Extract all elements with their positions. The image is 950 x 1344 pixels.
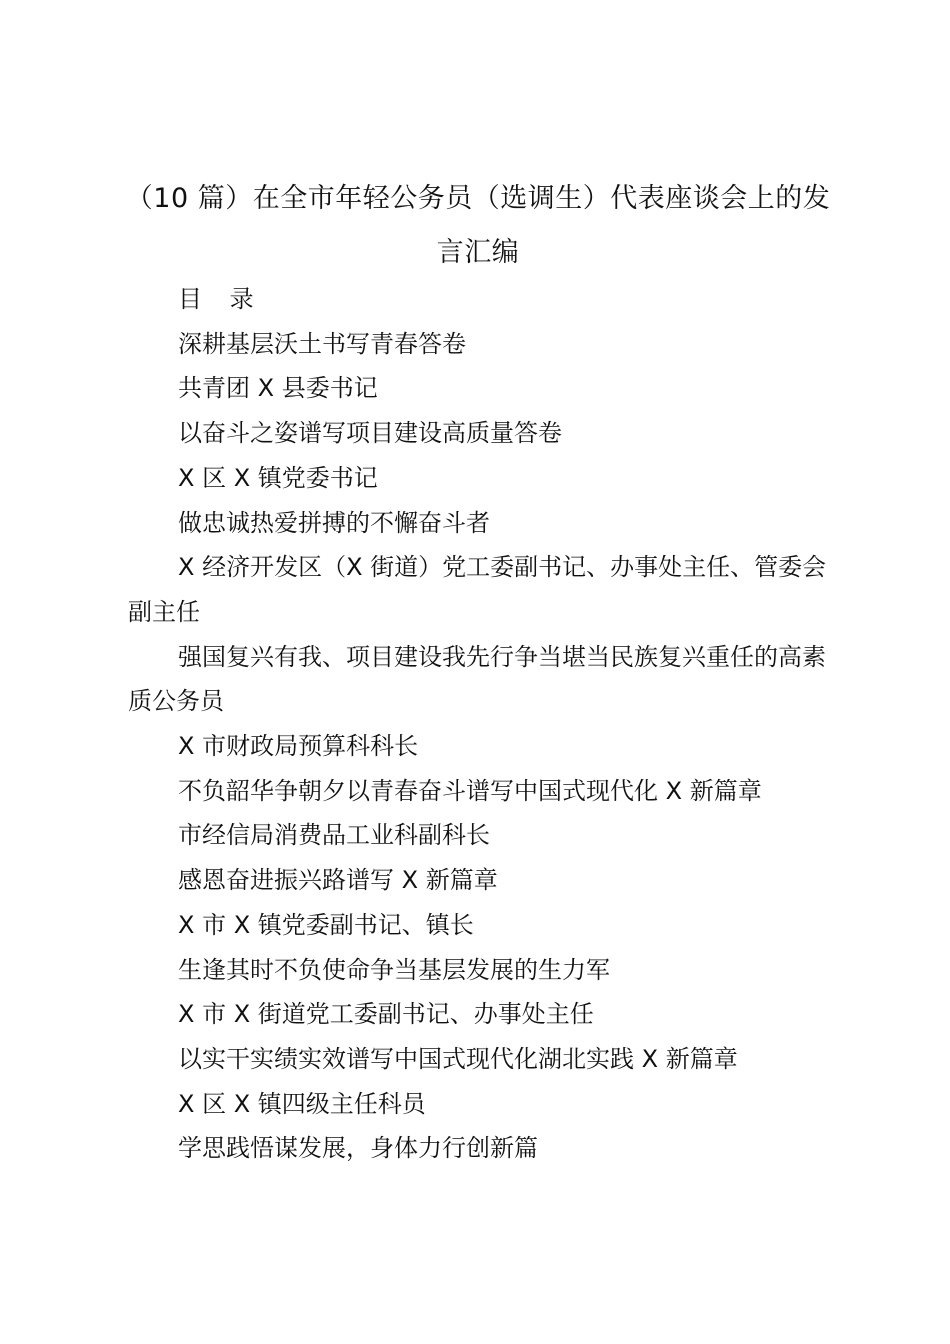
toc-entry: X 市财政局预算科科长 [178,732,419,761]
table-of-contents [128,277,828,1171]
toc-entry: 共青团 X 县委书记 [178,374,378,403]
document-title: （10 篇）在全市年轻公务员（选调生）代表座谈会上的发言汇编 [125,183,831,268]
toc-entry: X 区 X 镇党委书记 [178,463,378,492]
toc-entry: X 市 X 街道党工委副书记、办事处主任 [178,1000,594,1029]
toc-entry: X 市 X 镇党委副书记、镇长 [178,910,474,939]
toc-heading: 目 录 [178,285,264,313]
toc-entry: 做忠诚热爱拼搏的不懈奋斗者 [178,508,490,537]
toc-entry: 市经信局消费品工业科副科长 [178,821,490,850]
toc-entry: 强国复兴有我、项目建设我先行争当堪当民族复兴重任的高素质公务员 [128,642,826,716]
toc-entry: 生逢其时不负使命争当基层发展的生力军 [178,955,610,984]
toc-entry: 以实干实绩实效谱写中国式现代化湖北实践 X 新篇章 [178,1044,738,1073]
toc-entry: X 区 X 镇四级主任科员 [178,1089,426,1118]
toc-entry: 感恩奋进振兴路谱写 X 新篇章 [178,866,498,895]
toc-entry: 以奋斗之姿谱写项目建设高质量答卷 [178,419,562,448]
toc-entry: 学思践悟谋发展，身体力行创新篇 [178,1134,538,1163]
toc-entry: 不负韶华争朝夕以青春奋斗谱写中国式现代化 X 新篇章 [178,776,762,805]
toc-entry: X 经济开发区（X 街道）党工委副书记、办事处主任、管委会副主任 [128,553,827,626]
toc-entry: 深耕基层沃土书写青春答卷 [178,329,466,358]
